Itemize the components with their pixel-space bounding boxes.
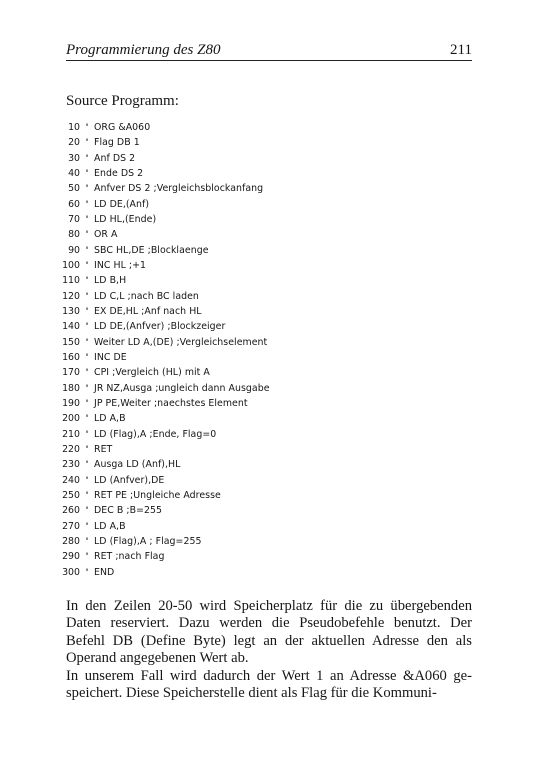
code-line — [60, 289, 270, 304]
line-separator: ' — [85, 276, 89, 287]
line-separator: ' — [85, 230, 89, 241]
line-number: 70 — [68, 213, 80, 225]
code-line — [60, 442, 270, 457]
line-separator: ' — [85, 260, 89, 271]
code-line — [60, 135, 270, 150]
line-separator: ' — [85, 521, 89, 532]
line-separator: ' — [85, 184, 89, 195]
line-number: 300 — [62, 566, 80, 578]
paragraph-line: speichert. Diese Speicherstelle dient als Flag für die Kommuni- — [66, 685, 437, 702]
code-statement: LD (Flag),A ;Ende, Flag=0 — [94, 428, 217, 440]
line-number: 140 — [62, 321, 80, 333]
code-line — [60, 304, 270, 319]
line-number: 230 — [62, 459, 80, 471]
line-number: 260 — [62, 505, 80, 517]
line-number: 220 — [62, 443, 80, 455]
code-statement: LD DE,(Anf) — [94, 198, 150, 210]
code-statement: LD DE,(Anfver) ;Blockzeiger — [94, 321, 226, 333]
code-statement: Ausga LD (Anf),HL — [94, 459, 181, 471]
page-number: 211 — [450, 42, 472, 58]
code-statement: RET PE ;Ungleiche Adresse — [94, 489, 221, 501]
line-number: 210 — [62, 428, 80, 440]
line-separator: ' — [85, 444, 89, 455]
code-line — [60, 565, 270, 580]
code-statement: EX DE,HL ;Anf nach HL — [94, 305, 202, 317]
body-paragraph-2 — [66, 668, 472, 703]
line-separator: ' — [85, 368, 89, 379]
code-statement: END — [94, 566, 115, 578]
code-line — [60, 534, 270, 549]
line-separator: ' — [85, 138, 89, 149]
paragraph-line: Operand angegebenen Wert ab. — [66, 650, 249, 667]
code-line — [60, 120, 270, 135]
line-number: 200 — [62, 413, 80, 425]
code-statement: LD B,H — [94, 275, 127, 287]
code-line — [60, 473, 270, 488]
line-separator: ' — [85, 199, 89, 210]
line-separator: ' — [85, 536, 89, 547]
line-number: 150 — [62, 336, 80, 348]
running-header — [66, 40, 472, 61]
line-number: 10 — [68, 122, 80, 133]
code-line — [60, 519, 270, 534]
code-line — [60, 411, 270, 426]
line-number: 80 — [68, 229, 80, 241]
line-number: 30 — [68, 152, 80, 164]
code-line — [60, 243, 270, 258]
code-line — [60, 227, 270, 242]
line-number: 50 — [68, 183, 80, 195]
code-line — [60, 549, 270, 564]
code-statement: Flag DB 1 — [94, 137, 140, 149]
code-statement: LD HL,(Ende) — [94, 213, 157, 225]
code-statement: RET ;nach Flag — [94, 551, 165, 563]
line-separator: ' — [85, 506, 89, 517]
line-number: 160 — [62, 351, 80, 363]
code-line — [60, 350, 270, 365]
line-separator: ' — [85, 567, 89, 578]
line-separator: ' — [85, 337, 89, 348]
code-statement: JP PE,Weiter ;naechstes Element — [94, 397, 248, 409]
code-statement: LD (Flag),A ; Flag=255 — [94, 535, 202, 547]
line-number: 250 — [62, 489, 80, 501]
code-statement: LD (Anfver),DE — [94, 474, 165, 486]
line-number: 270 — [62, 520, 80, 532]
code-statement: Anf DS 2 — [94, 152, 136, 164]
code-statement: OR A — [94, 229, 118, 241]
code-line — [60, 273, 270, 288]
code-statement: INC DE — [94, 351, 127, 363]
line-number: 290 — [62, 551, 80, 563]
code-line — [60, 457, 270, 472]
line-number: 20 — [68, 137, 80, 149]
code-statement: Anfver DS 2 ;Vergleichsblockanfang — [94, 183, 264, 195]
code-line — [60, 335, 270, 350]
line-number: 170 — [62, 367, 80, 379]
paragraph-line: Befehl DB (Define Byte) legt an der aktuellen Adresse den als — [66, 632, 472, 649]
line-number: 100 — [62, 259, 80, 271]
line-separator: ' — [85, 322, 89, 333]
line-number: 130 — [62, 305, 80, 317]
line-number: 60 — [68, 198, 80, 210]
code-statement: Weiter LD A,(DE) ;Vergleichselement — [94, 336, 268, 348]
code-statement: LD A,B — [94, 413, 126, 425]
code-statement: Ende DS 2 — [94, 167, 144, 179]
code-line — [60, 212, 270, 227]
line-number: 190 — [62, 397, 80, 409]
line-separator: ' — [85, 153, 89, 164]
paragraph-line: Daten reserviert. Dazu werden die Pseudobefehle benutzt. Der — [66, 615, 472, 632]
line-separator: ' — [85, 383, 89, 394]
section-title: Source Programm: — [66, 93, 179, 109]
code-statement: DEC B ;B=255 — [94, 505, 163, 517]
line-separator: ' — [85, 291, 89, 302]
code-statement: JR NZ,Ausga ;ungleich dann Ausgabe — [94, 382, 270, 394]
code-statement: ORG &A060 — [94, 122, 151, 133]
code-line — [60, 258, 270, 273]
line-separator: ' — [85, 398, 89, 409]
line-separator: ' — [85, 245, 89, 256]
code-statement: CPI ;Vergleich (HL) mit A — [94, 367, 210, 379]
body-paragraph-1 — [66, 598, 472, 668]
chapter-title: Programmierung des Z80 — [66, 42, 221, 58]
line-number: 110 — [62, 275, 80, 287]
line-separator: ' — [85, 352, 89, 363]
code-statement: LD A,B — [94, 520, 126, 532]
line-separator: ' — [85, 429, 89, 440]
code-statement: SBC HL,DE ;Blocklaenge — [94, 244, 209, 256]
code-line — [60, 151, 270, 166]
paragraph-line: In unserem Fall wird dadurch der Wert 1 an Adresse &A060 ge- — [66, 668, 472, 684]
code-line — [60, 197, 270, 212]
line-number: 120 — [62, 290, 80, 302]
line-separator: ' — [85, 475, 89, 486]
code-line — [60, 381, 270, 396]
code-line — [60, 166, 270, 181]
line-separator: ' — [85, 123, 89, 133]
source-code-listing — [60, 120, 270, 580]
line-number: 90 — [68, 244, 80, 256]
code-line — [60, 365, 270, 380]
code-line — [60, 427, 270, 442]
line-separator: ' — [85, 490, 89, 501]
code-statement: LD C,L ;nach BC laden — [94, 290, 199, 302]
code-line — [60, 488, 270, 503]
line-separator: ' — [85, 168, 89, 179]
code-statement: RET — [94, 443, 113, 455]
line-number: 40 — [68, 167, 80, 179]
code-statement: INC HL ;+1 — [94, 259, 147, 271]
code-line — [60, 396, 270, 411]
code-line — [60, 319, 270, 334]
code-line — [60, 503, 270, 518]
paragraph-line: In den Zeilen 20-50 wird Speicherplatz für die zu übergebenden — [66, 598, 472, 614]
line-separator: ' — [85, 214, 89, 225]
line-number: 280 — [62, 535, 80, 547]
line-separator: ' — [85, 414, 89, 425]
line-separator: ' — [85, 460, 89, 471]
code-line — [60, 181, 270, 196]
line-separator: ' — [85, 306, 89, 317]
line-number: 180 — [62, 382, 80, 394]
line-separator: ' — [85, 552, 89, 563]
line-number: 240 — [62, 474, 80, 486]
